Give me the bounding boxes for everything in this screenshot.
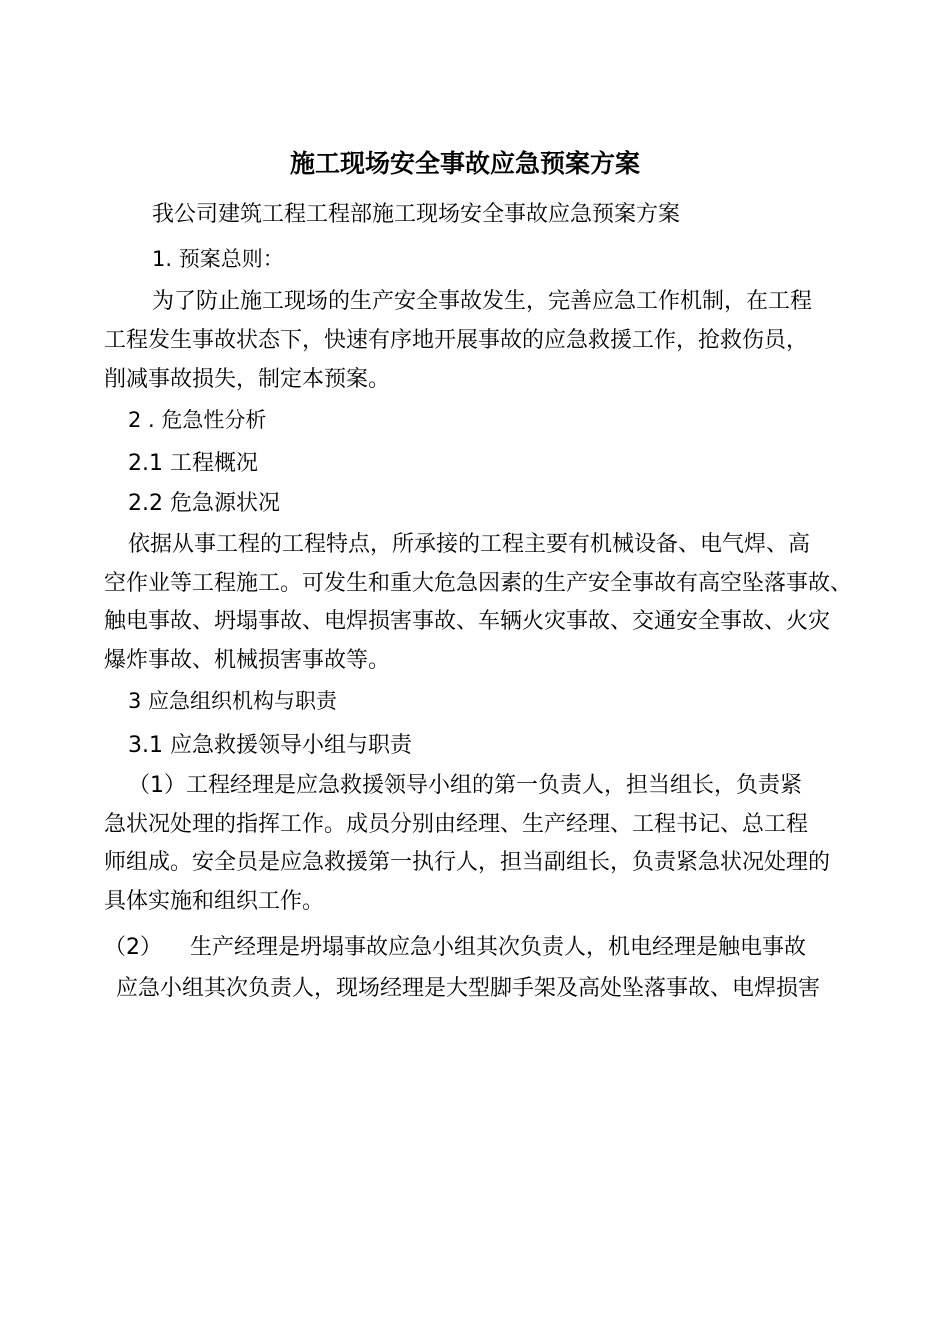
section2-line: 触电事故、坍塌事故、电焊损害事故、车辆火灾事故、交通安全事故、火灾	[104, 609, 831, 634]
section2-line: 依据从事工程的工程特点，所承接的工程主要有机械设备、电气焊、高	[128, 532, 811, 557]
section3-heading: 3 应急组织机构与职责	[128, 689, 338, 713]
section1-line: 削减事故损失，制定本预案。	[104, 367, 391, 392]
section3-para2-label: （2）	[104, 935, 162, 960]
section3-para2-line: 生产经理是坍塌事故应急小组其次负责人，机电经理是触电事故	[190, 935, 807, 960]
section1-line: 工程发生事故状态下，快速有序地开展事故的应急救援工作，抢救伤员，	[104, 328, 809, 353]
document-title: 施工现场安全事故应急预案方案	[290, 149, 641, 178]
section2-line: 空作业等工程施工。可发生和重大危急因素的生产安全事故有高空坠落事故、	[104, 571, 853, 596]
section3-para1-line: （1）工程经理是应急救援领导小组的第一负责人，担当组长，负责紧	[128, 773, 802, 798]
section2-sub2: 2.2 危急源状况	[128, 491, 280, 516]
section3-para2-line: 应急小组其次负责人，现场经理是大型脚手架及高处坠落事故、电焊损害	[116, 976, 821, 1001]
section1-line: 为了防止施工现场的生产安全事故发生，完善应急工作机制，在工程	[152, 289, 813, 314]
intro-line: 我公司建筑工程工程部施工现场安全事故应急预案方案	[152, 202, 681, 227]
section2-heading: 2 . 危急性分析	[128, 408, 267, 432]
section3-para1-line: 师组成。安全员是应急救援第一执行人，担当副组长，负责紧急状况处理的	[104, 850, 831, 875]
section2-sub1: 2.1 工程概况	[128, 451, 258, 476]
section1-heading: 1. 预案总则：	[152, 247, 284, 271]
section3-sub1: 3.1 应急救援领导小组与职责	[128, 733, 412, 758]
section3-para1-line: 具体实施和组织工作。	[104, 889, 325, 914]
section3-para1-line: 急状况处理的指挥工作。成员分别由经理、生产经理、工程书记、总工程	[104, 812, 809, 837]
section2-line: 爆炸事故、机械损害事故等。	[104, 648, 391, 673]
